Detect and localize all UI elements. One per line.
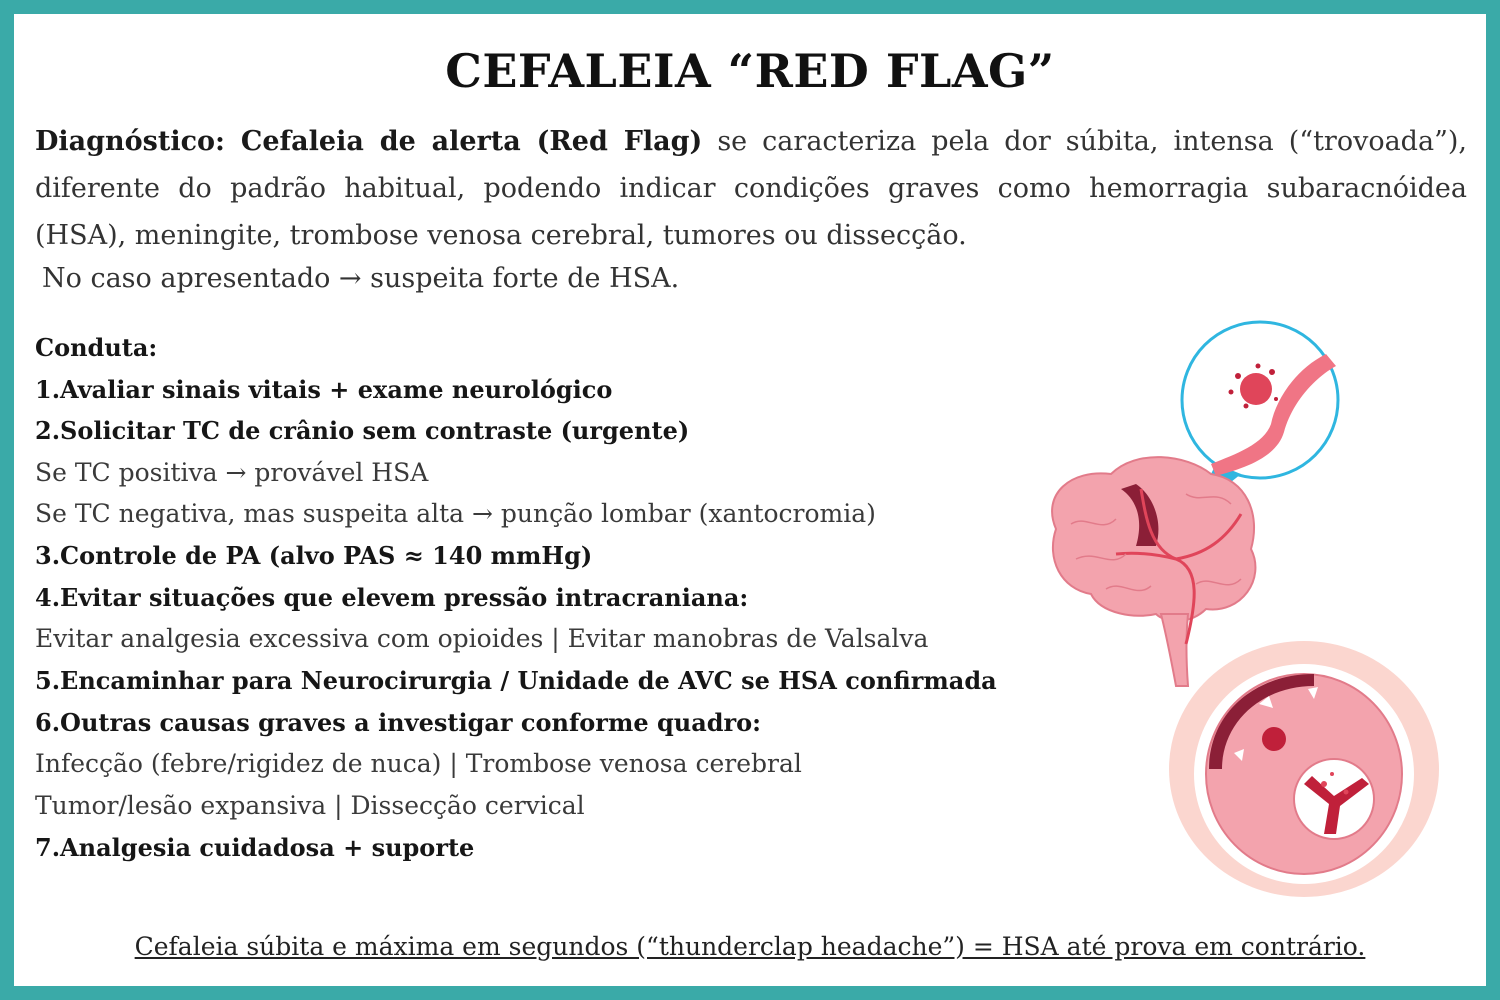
conduta-item: 5.Encaminhar para Neurocirurgia / Unidade de AVC se HSA confirmada xyxy=(35,666,997,695)
footer-note: Cefaleia súbita e máxima em segundos (“thunderclap headache”) = HSA até prova em contrário. xyxy=(134,932,1366,961)
conduta-heading: Conduta: xyxy=(35,333,158,362)
page-title: CEFALEIA “RED FLAG” xyxy=(445,44,1055,98)
conduta-item: 1.Avaliar sinais vitais + exame neurológico xyxy=(35,375,613,404)
conduta-item: 2.Solicitar TC de crânio sem contraste (urgente) xyxy=(35,416,690,445)
diagnosis-text: se caracteriza pela dor súbita, intensa (“trovoada”), diferente do padrão habitual, podendo indicar condições graves como hemorragia subaracnóidea (HSA), meningite, trombose venosa cerebral, tumores ou dissecção. xyxy=(35,126,1467,251)
conduta-item: 6.Outras causas graves a investigar conforme quadro: xyxy=(35,708,762,737)
case-line: No caso apresentado → suspeita forte de HSA. xyxy=(42,263,680,294)
conduta-item: 4.Evitar situações que elevem pressão intracraniana: xyxy=(35,583,749,612)
aneurysm-icon xyxy=(1240,373,1272,405)
card xyxy=(14,14,1486,986)
conduta-item: 7.Analgesia cuidadosa + suporte xyxy=(35,833,475,862)
diagnosis-paragraph xyxy=(35,118,1467,259)
rupture-icon xyxy=(1262,727,1286,751)
head-top-view-illustration xyxy=(1164,634,1454,904)
conduta-subitem: Infecção (febre/rigidez de nuca) | Trombose venosa cerebral xyxy=(35,749,802,778)
conduta-subitem: Se TC negativa, mas suspeita alta → punção lombar (xantocromia) xyxy=(35,499,876,528)
conduta-item: 3.Controle de PA (alvo PAS ≈ 140 mmHg) xyxy=(35,541,593,570)
conduta-subitem: Evitar analgesia excessiva com opioides | Evitar manobras de Valsalva xyxy=(35,624,929,653)
conduta-subitem: Tumor/lesão expansiva | Dissecção cervical xyxy=(35,791,585,820)
conduta-subitem: Se TC positiva → provável HSA xyxy=(35,458,429,487)
diagnosis-label: Diagnóstico: Cefaleia de alerta (Red Flag) xyxy=(35,126,703,157)
